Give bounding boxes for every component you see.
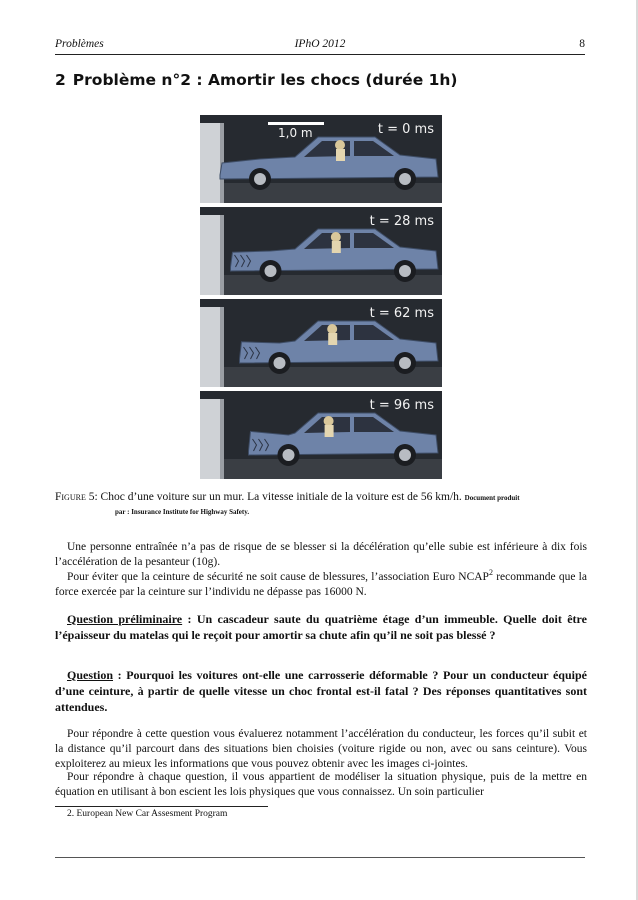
question-main-label: Question bbox=[67, 668, 114, 682]
scale-bar bbox=[268, 122, 324, 125]
question-preliminary-text: : Un cascadeur saute du quatrième étage d’un immeuble. Quelle doit être l’épaisseur du matelas qui le reçoit pour amortir sa chute afin qu’il ne soit pas blessé ? bbox=[55, 612, 587, 642]
frame-0 bbox=[200, 115, 442, 203]
header-center: IPhO 2012 bbox=[294, 38, 346, 50]
frame-2 bbox=[200, 299, 442, 387]
figure-credit-2: par : Insurance Institute for Highway Safety. bbox=[115, 508, 250, 516]
header-rule bbox=[55, 54, 585, 55]
question-preliminary bbox=[55, 611, 587, 643]
paragraph-2-before: Pour éviter que la ceinture de sécurité ne soit cause de blessures, l’association Euro NCAP bbox=[67, 571, 489, 583]
frame-time-1: t = 28 ms bbox=[369, 214, 434, 229]
page-number: 8 bbox=[579, 38, 585, 50]
running-header bbox=[55, 38, 585, 54]
frame-1 bbox=[200, 207, 442, 295]
crash-test-figure bbox=[200, 115, 442, 479]
frame-3 bbox=[200, 391, 442, 479]
question-main-text: : Pourquoi les voitures ont-elle une carrosserie déformable ? Pour un conducteur équipé d’une ceinture, à partir de quelle vitesse un choc frontal est-il fatal ? Des réponses quantitatives sont attendues. bbox=[55, 668, 587, 714]
section-number: 2 bbox=[55, 71, 66, 89]
frame-time-0: t = 0 ms bbox=[377, 122, 434, 137]
scale-label: 1,0 m bbox=[278, 126, 313, 140]
question-main bbox=[55, 667, 587, 715]
footnote: 2. European New Car Assesment Program bbox=[67, 809, 228, 819]
frame-time-3: t = 96 ms bbox=[369, 398, 434, 413]
footnote-mark: 2 bbox=[488, 568, 493, 578]
footnote-rule bbox=[55, 806, 268, 807]
section-title-text: Problème n°2 : Amortir les chocs (durée 1h) bbox=[72, 71, 458, 89]
figure-label: Figure 5: bbox=[55, 491, 98, 503]
figure-caption bbox=[55, 490, 587, 519]
question-preliminary-label: Question préliminaire bbox=[67, 612, 183, 626]
frame-time-2: t = 62 ms bbox=[369, 306, 434, 321]
paragraph-2-after: recommande que la force exercée par la ceinture sur l’individu ne dépasse pas 16000 N. bbox=[55, 571, 587, 598]
paragraph-4: Pour répondre à chaque question, il vous appartient de modéliser la situation physique, puis de la mettre en équation en utilisant à bon escient les lois physiques que vous connaissez. Un soin particulier bbox=[55, 771, 587, 798]
section-title bbox=[55, 71, 458, 89]
header-left: Problèmes bbox=[55, 38, 104, 50]
bottom-rule bbox=[55, 857, 585, 858]
paragraph-2 bbox=[55, 570, 587, 600]
figure-caption-text: Choc d’une voiture sur un mur. La vitesse initiale de la voiture est de 56 km/h. bbox=[100, 491, 462, 503]
paragraph-3: Pour répondre à cette question vous évaluerez notamment l’accélération du conducteur, les forces qu’il subit et la distance qu’il parcourt dans des situations bien choisies (voiture rigide ou non, avec ou sans ceinture). Vous exploiterez au mieux les informations que vous pouvez obtenir avec les images ci-jointes. bbox=[55, 728, 587, 770]
paragraph-1: Une personne entraînée n’a pas de risque de se blesser si la décélération qu’elle subie est inférieure à dix fois l’accélération de la pesanteur (10g). bbox=[55, 541, 587, 568]
figure-credit-1: Document produit bbox=[464, 494, 520, 502]
